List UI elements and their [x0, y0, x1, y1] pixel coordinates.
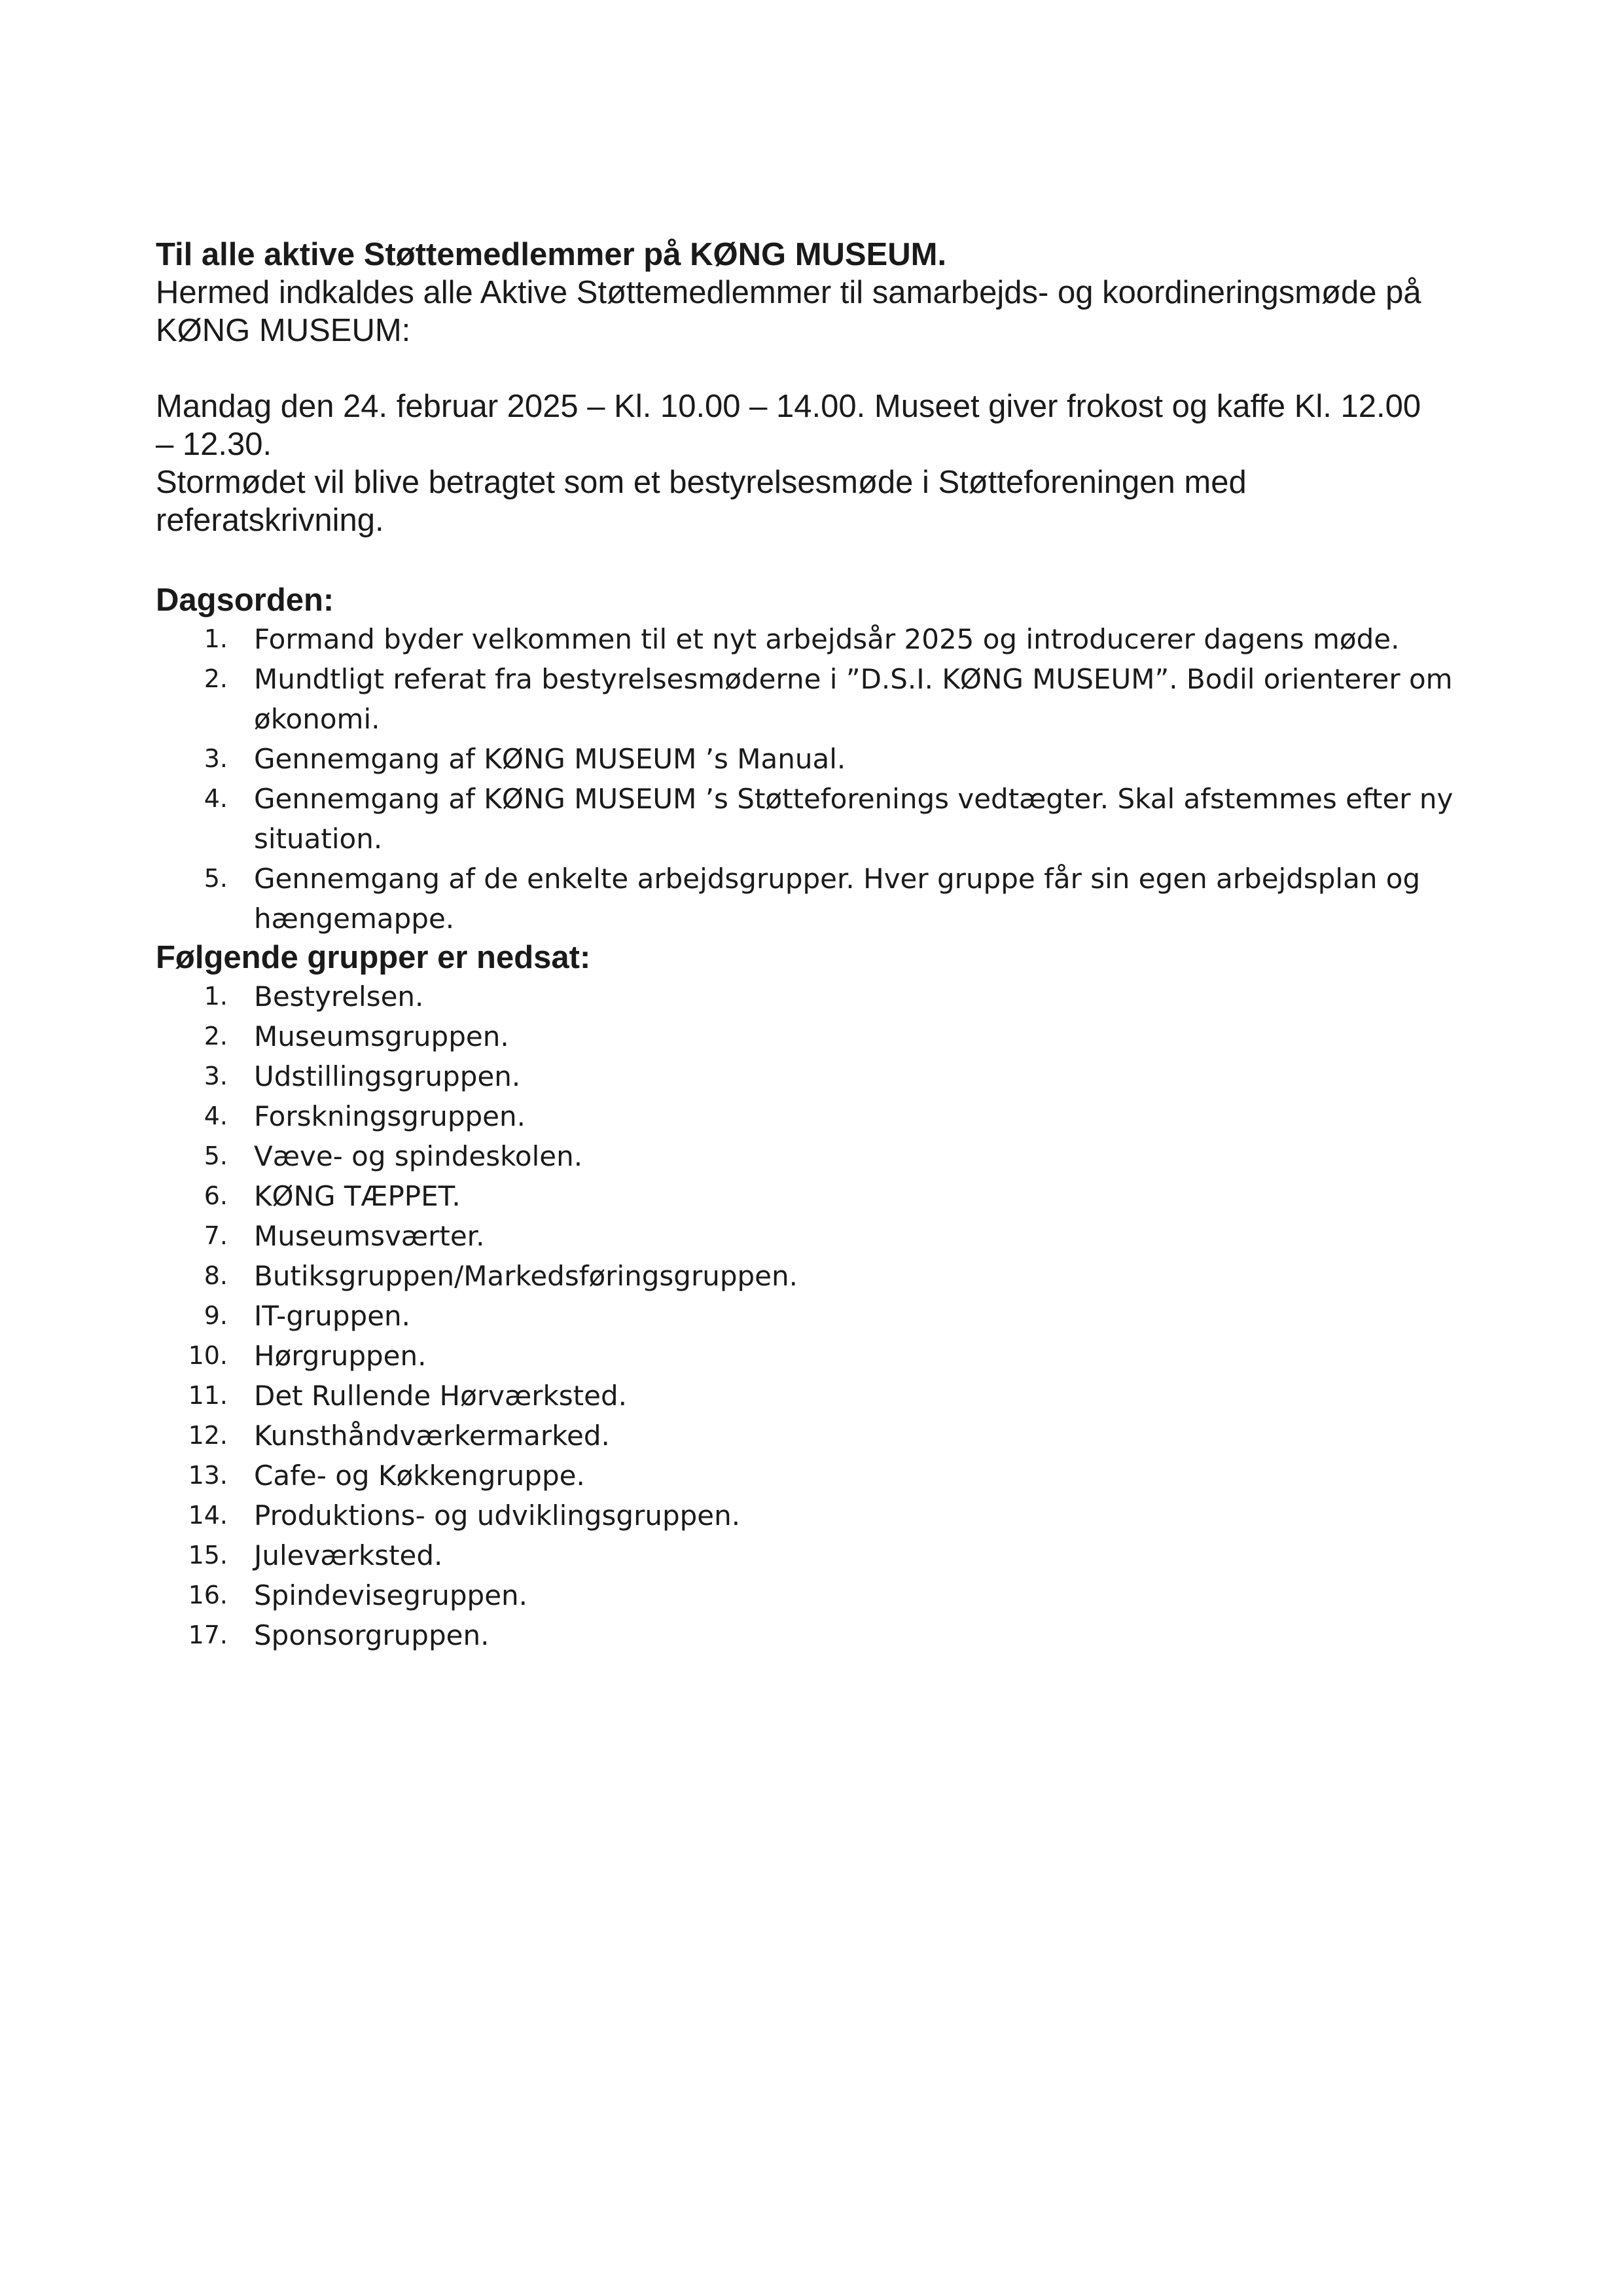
item-text: Væve- og spindeskolen.	[254, 1140, 583, 1172]
agenda-item	[156, 659, 1484, 739]
item-number: 14.	[188, 1501, 228, 1530]
item-number: 3.	[204, 744, 228, 773]
item-text: Gennemgang af KØNG MUSEUM ’s Støtteforenings vedtægter. Skal afstemmes efter ny situation.	[254, 783, 1454, 855]
item-number: 3.	[204, 1062, 228, 1090]
item-number: 5.	[204, 864, 228, 893]
group-item	[156, 1216, 1484, 1256]
item-text: Butiksgruppen/Markedsføringsgruppen.	[254, 1260, 798, 1292]
item-text: Udstillingsgruppen.	[254, 1060, 521, 1092]
agenda-item	[156, 779, 1484, 859]
item-number: 12.	[188, 1421, 228, 1450]
group-item	[156, 977, 1484, 1016]
group-item	[156, 1176, 1484, 1216]
item-number: 11.	[188, 1381, 228, 1410]
intro-line-2: KØNG MUSEUM:	[156, 313, 411, 348]
item-number: 2.	[204, 1022, 228, 1050]
date-line-1: Mandag den 24. februar 2025 – Kl. 10.00 – 14.00. Museet giver frokost og kaffe Kl. 12.00	[156, 389, 1421, 424]
item-number: 9.	[204, 1301, 228, 1330]
item-number: 1.	[204, 624, 228, 653]
note-line-2: referatskrivning.	[156, 503, 384, 538]
item-text: Museumsværter.	[254, 1220, 485, 1252]
item-text: Kunsthåndværkermarked.	[254, 1420, 610, 1452]
item-text: Gennemgang af KØNG MUSEUM ’s Manual.	[254, 743, 846, 775]
note-line-1: Stormødet vil blive betragtet som et bestyrelsesmøde i Støtteforeningen med	[156, 465, 1247, 500]
item-text: Cafe- og Køkkengruppe.	[254, 1460, 585, 1492]
item-number: 4.	[204, 1102, 228, 1130]
group-item	[156, 1256, 1484, 1296]
blank-line	[156, 350, 1484, 387]
group-item	[156, 1456, 1484, 1496]
agenda-list	[156, 619, 1484, 939]
group-item	[156, 1336, 1484, 1376]
group-item	[156, 1496, 1484, 1535]
agenda-item	[156, 859, 1484, 939]
group-item	[156, 1296, 1484, 1336]
item-number: 10.	[188, 1341, 228, 1370]
item-text: Formand byder velkommen til et nyt arbejdsår 2025 og introducerer dagens møde.	[254, 623, 1400, 655]
item-number: 4.	[204, 784, 228, 813]
item-text: Museumsgruppen.	[254, 1020, 509, 1052]
document-body	[156, 236, 1484, 1655]
item-number: 13.	[188, 1461, 228, 1490]
group-item	[156, 1056, 1484, 1096]
item-number: 5.	[204, 1141, 228, 1170]
date-line-2: – 12.30.	[156, 427, 272, 462]
agenda-item	[156, 739, 1484, 779]
group-item	[156, 1575, 1484, 1615]
item-number: 2.	[204, 664, 228, 693]
item-text: Det Rullende Hørværksted.	[254, 1380, 627, 1412]
intro-line-1: Hermed indkaldes alle Aktive Støttemedlemmer til samarbejds- og koordineringsmøde på	[156, 275, 1421, 310]
agenda-item	[156, 619, 1484, 659]
item-text: Forskningsgruppen.	[254, 1100, 526, 1132]
item-number: 17.	[188, 1621, 228, 1649]
item-number: 8.	[204, 1261, 228, 1290]
item-text: Sponsorgruppen.	[254, 1619, 490, 1651]
greeting: Til alle aktive Støttemedlemmer på KØNG MUSEUM.	[156, 237, 947, 272]
item-text: Juleværksted.	[254, 1539, 443, 1571]
item-number: 16.	[188, 1581, 228, 1609]
item-number: 1.	[204, 982, 228, 1011]
item-text: Spindevisegruppen.	[254, 1579, 528, 1611]
item-text: Gennemgang af de enkelte arbejdsgrupper. Hver gruppe får sin egen arbejdsplan og hængemappe.	[254, 863, 1421, 935]
blank-line	[156, 539, 1484, 581]
item-text: IT-gruppen.	[254, 1300, 411, 1332]
groups-heading: Følgende grupper er nedsat:	[156, 940, 591, 975]
item-text: Mundtligt referat fra bestyrelsesmøderne i ”D.S.I. KØNG MUSEUM”. Bodil orienterer om økonomi.	[254, 663, 1453, 735]
item-number: 7.	[204, 1221, 228, 1250]
item-text: Bestyrelsen.	[254, 980, 424, 1013]
groups-list	[156, 977, 1484, 1655]
agenda-heading: Dagsorden:	[156, 583, 334, 618]
item-text: KØNG TÆPPET.	[254, 1180, 461, 1212]
item-number: 15.	[188, 1541, 228, 1570]
item-number: 6.	[204, 1181, 228, 1210]
group-item	[156, 1535, 1484, 1575]
group-item	[156, 1016, 1484, 1056]
item-text: Produktions- og udviklingsgruppen.	[254, 1499, 741, 1532]
group-item	[156, 1615, 1484, 1655]
group-item	[156, 1376, 1484, 1416]
group-item	[156, 1136, 1484, 1176]
item-text: Hørgruppen.	[254, 1340, 427, 1372]
group-item	[156, 1416, 1484, 1456]
group-item	[156, 1096, 1484, 1136]
